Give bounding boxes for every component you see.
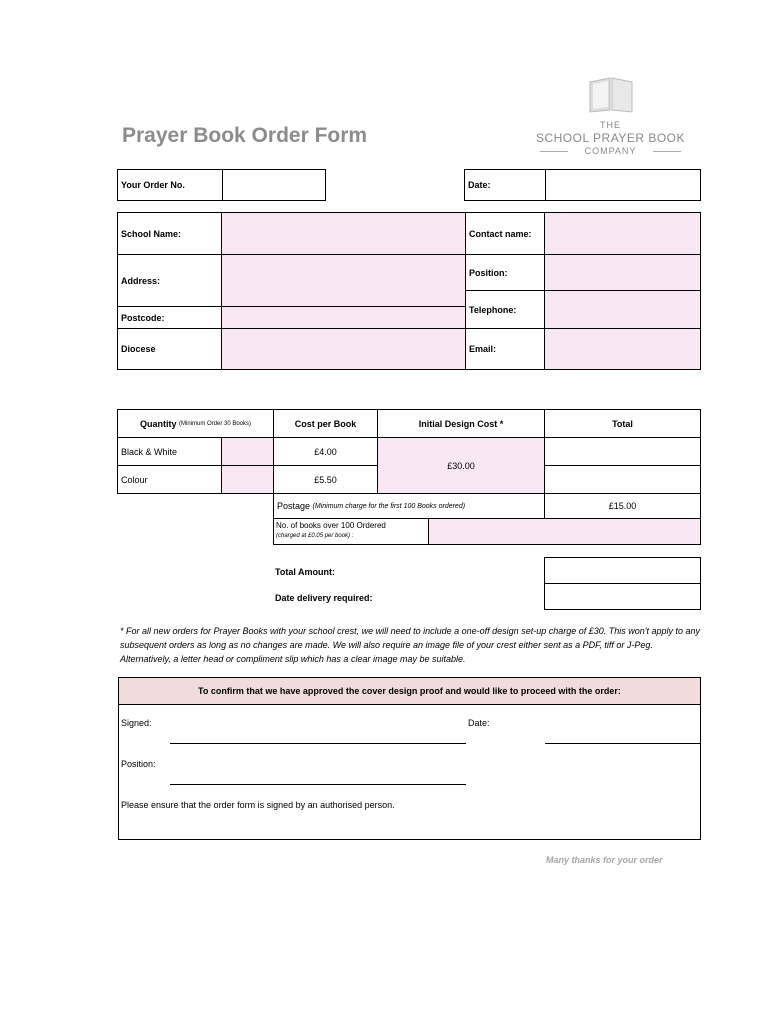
colour-total-field[interactable] [545, 466, 700, 493]
contact-name-label: Contact name: [469, 228, 532, 239]
bw-label: Black & White [121, 446, 178, 457]
quantity-header: Quantity (Minimum Order 30 Books) [139, 418, 252, 429]
design-cost: £30.00 [447, 460, 475, 471]
approval-header: To confirm that we have approved the cover design proof and would like to proceed with the order: [118, 677, 701, 705]
address-field[interactable] [222, 255, 465, 306]
colour-quantity-field[interactable] [222, 466, 273, 493]
diocese-label: Diocese [121, 344, 156, 354]
colour-cost: £5.50 [314, 474, 337, 485]
position-label: Position: [469, 267, 508, 278]
authorised-note: Please ensure that the order form is signed by an authorised person. [121, 800, 395, 810]
postage-label: Postage (Minimum charge for the first 100 Books ordered) [277, 501, 466, 511]
order-no-field[interactable] [222, 169, 326, 201]
position-field[interactable] [545, 255, 700, 290]
diocese-field[interactable] [222, 329, 465, 369]
signature-line[interactable] [170, 743, 466, 744]
postcode-label: Postcode: [121, 312, 165, 323]
date-label: Date: [464, 169, 546, 201]
email-label: Email: [469, 344, 497, 354]
school-name-label: School Name: [121, 228, 182, 239]
total-amount-field[interactable] [544, 557, 701, 584]
total-header: Total [612, 418, 633, 429]
bw-quantity-field[interactable] [222, 438, 273, 465]
approval-position-label: Position: [121, 759, 156, 769]
email-field[interactable] [545, 329, 700, 369]
over100-quantity-field[interactable] [429, 519, 700, 544]
approval-date-label: Date: [468, 718, 490, 728]
delivery-date-field[interactable] [544, 583, 701, 610]
delivery-label: Date delivery required: [275, 593, 373, 603]
date-field[interactable] [545, 169, 701, 201]
contact-name-field[interactable] [545, 213, 700, 254]
book-icon [586, 74, 636, 114]
bw-cost: £4.00 [314, 446, 337, 457]
address-label: Address: [121, 275, 161, 286]
postcode-field[interactable] [222, 307, 465, 328]
signed-label: Signed: [121, 718, 152, 728]
page-title: Prayer Book Order Form [122, 124, 368, 147]
colour-label: Colour [121, 474, 148, 485]
school-name-field[interactable] [222, 213, 465, 254]
order-no-label: Your Order No. [117, 169, 223, 201]
over100-label: No. of books over 100 Ordered (charged at £0.05 per book) : [276, 521, 386, 539]
bw-total-field[interactable] [545, 438, 700, 465]
company-logo: THE SCHOOL PRAYER BOOK COMPANY [528, 74, 693, 160]
total-amount-label: Total Amount: [275, 567, 335, 577]
approval-date-line[interactable] [545, 743, 700, 744]
thanks-note: Many thanks for your order [546, 855, 663, 865]
design-charge-note: * For all new orders for Prayer Books with your school crest, we will need to include a one-off design set-up charge of £30. This won't apply to any subsequent orders as long as no changes are made. We will also require an image file of your crest either sent as a PDF, tiff or J-Peg. Alternatively, a letter head or compliment slip which has a clear image may be suitable. [120, 626, 701, 664]
position-line[interactable] [170, 784, 466, 785]
design-header: Initial Design Cost * [418, 418, 504, 429]
cost-header: Cost per Book [294, 418, 357, 429]
telephone-field[interactable] [545, 291, 700, 328]
postage-cost: £15.00 [608, 501, 637, 511]
telephone-label: Telephone: [469, 304, 517, 315]
